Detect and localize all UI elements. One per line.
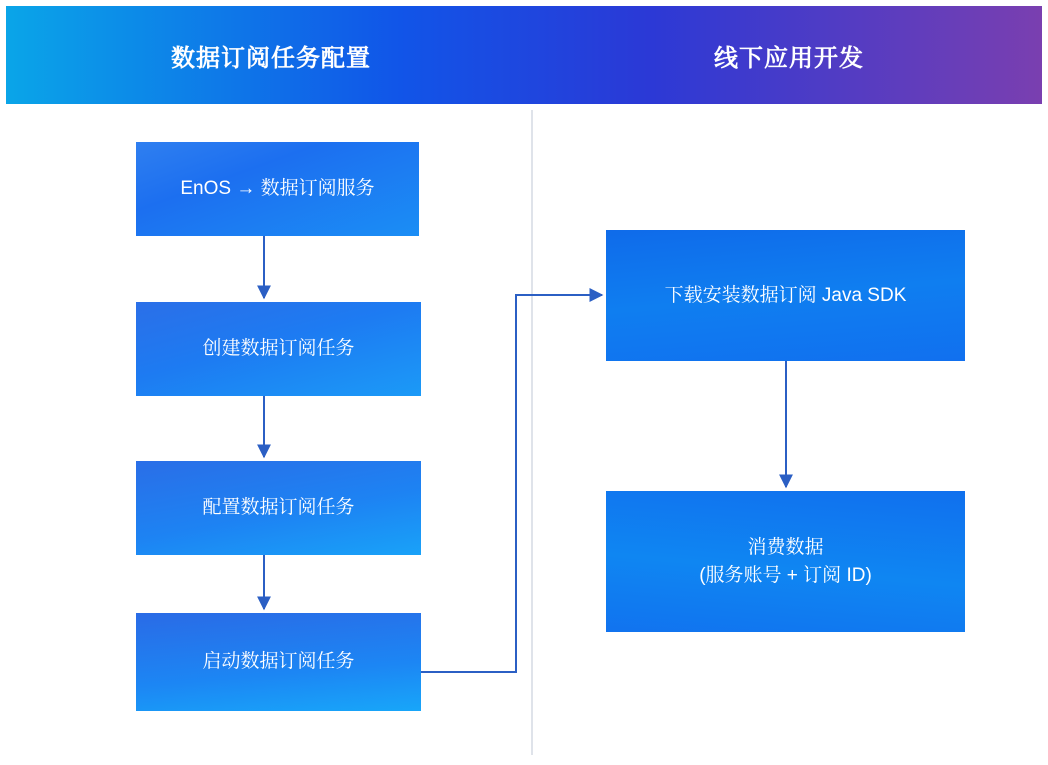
- node-create-label: 创建数据订阅任务: [202, 338, 355, 360]
- node-consume-label-line2: (服务账号 + 订阅 ID): [699, 564, 872, 586]
- node-start-subscription-task[interactable]: [136, 613, 421, 711]
- node-consume-data[interactable]: [606, 491, 965, 632]
- node-sdk-label: 下载安装数据订阅 Java SDK: [664, 284, 907, 306]
- node-start-label: 启动数据订阅任务: [202, 651, 355, 673]
- node-create-subscription-task[interactable]: [136, 302, 421, 396]
- node-config-label: 配置数据订阅任务: [202, 497, 355, 519]
- node-configure-subscription-task[interactable]: [136, 461, 421, 555]
- node-consume-label-line1: 消费数据: [747, 536, 824, 558]
- header-title-left: 数据订阅任务配置: [171, 44, 371, 72]
- header-title-right: 线下应用开发: [714, 44, 864, 72]
- node-enos-label: EnOS → 数据订阅服务: [180, 178, 375, 200]
- node-download-install-java-sdk[interactable]: [606, 230, 965, 361]
- header-band: [6, 6, 1042, 104]
- connector-start-to-sdk: [421, 295, 602, 672]
- column-divider: [531, 110, 533, 755]
- node-enos-data-subscription-service[interactable]: [136, 142, 419, 236]
